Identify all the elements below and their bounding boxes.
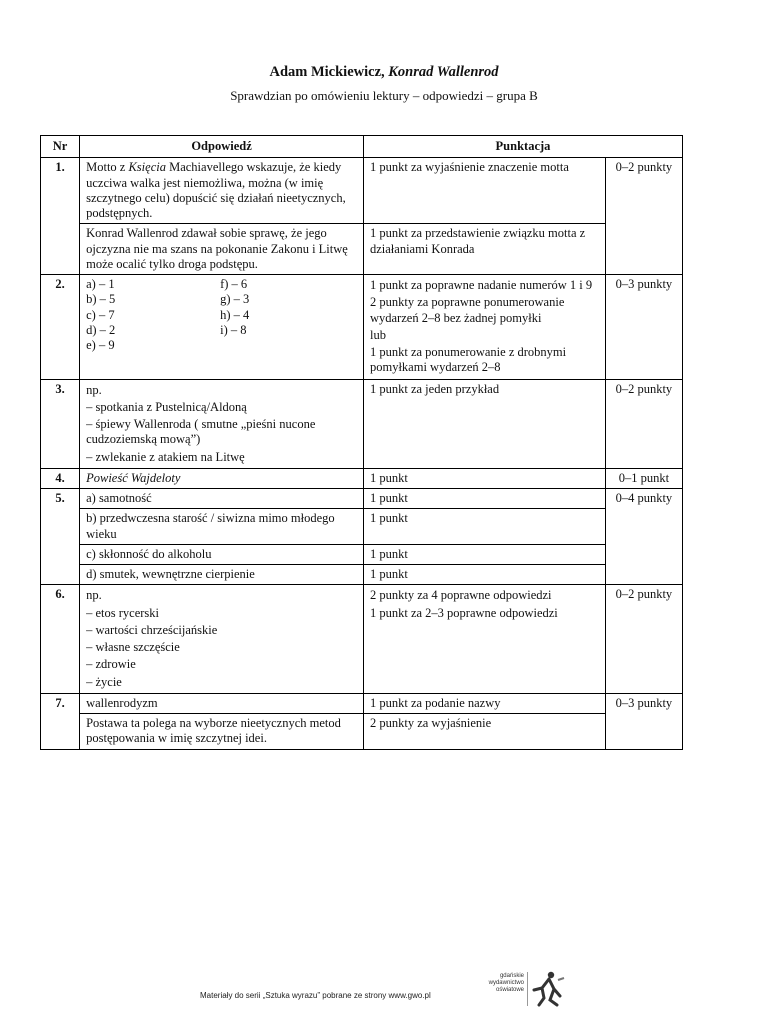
points-range: 0–3 punkty (605, 275, 682, 380)
table-row (41, 565, 683, 585)
answer-cell: c) skłonność do alkoholu (80, 544, 364, 564)
answer-line: – etos rycerski (86, 605, 160, 620)
points-cell: 2 punkty za wyjaśnienie (363, 714, 605, 750)
answer-text-italic: Księcia (128, 160, 166, 175)
question-number: 2. (41, 275, 80, 380)
logo-text (482, 973, 524, 994)
table-row (41, 224, 683, 275)
table-row (41, 379, 683, 468)
logo-divider (527, 972, 528, 1006)
table-row (41, 509, 683, 545)
points-cell: 1 punkt (363, 509, 605, 545)
points-cell: 1 punkt za wyjaśnienie znaczenie motta (363, 158, 605, 224)
answer-item: a) – 1 (86, 277, 115, 291)
points-cell: 1 punkt (363, 544, 605, 564)
table-header-row (41, 136, 683, 158)
answer-line: – śpiewy Wallenroda ( smutne „pieśni nucone cudzoziemską mową”) (86, 417, 316, 447)
header-answer: Odpowiedź (80, 136, 364, 158)
page-subtitle: Sprawdzian po omówieniu lektury – odpowiedzi – grupa B (230, 88, 538, 103)
points-cell: 1 punkt za przedstawienie związku motta z działaniami Konrada (363, 224, 605, 275)
question-number: 1. (41, 158, 80, 275)
points-cell: 1 punkt za podanie nazwy (363, 693, 605, 713)
points-cell (363, 585, 605, 694)
answer-item: g) – 3 (220, 292, 250, 307)
answer-item: i) – 8 (220, 322, 247, 337)
points-line: 2 punkty za 4 poprawne odpowiedzi (369, 588, 552, 603)
answer-item: c) – 7 (86, 307, 115, 322)
question-number: 5. (41, 489, 80, 585)
points-range: 0–4 punkty (605, 489, 682, 585)
question-number: 4. (41, 468, 80, 488)
points-cell (363, 275, 605, 380)
answer-key-table (40, 135, 683, 750)
answer-cell (80, 585, 364, 694)
answer-line: – życie (86, 674, 122, 689)
points-cell: 1 punkt (363, 565, 605, 585)
points-range: 0–2 punkty (605, 379, 682, 468)
answer-cell: a) samotność (80, 489, 364, 509)
points-range: 0–2 punkty (605, 158, 682, 275)
logo-mark-icon (530, 970, 566, 1008)
answer-cell: b) przedwczesna starość / siwizna mimo młodego wieku (80, 509, 364, 545)
answer-line: – zwlekanie z atakiem na Litwę (86, 449, 245, 464)
answer-line: – własne szczęście (86, 640, 180, 654)
answer-line: – wartości chrześcijańskie (86, 622, 218, 637)
logo-line: wydawnictwo (488, 979, 524, 986)
table-row (41, 544, 683, 564)
logo-line: gdańskie (499, 973, 524, 979)
points-range: 0–2 punkty (605, 585, 682, 694)
answer-cell: Powieść Wajdeloty (80, 468, 364, 488)
points-line: 1 punkt za poprawne nadanie numerów 1 i 9 (369, 278, 593, 292)
answer-text: Motto z (86, 160, 129, 175)
table-row (41, 693, 683, 713)
answer-item: b) – 5 (86, 292, 116, 307)
table-row (41, 585, 683, 694)
answer-item: h) – 4 (220, 307, 250, 322)
answer-item: e) – 9 (86, 338, 115, 352)
question-number: 6. (41, 585, 80, 694)
table-row (41, 714, 683, 750)
points-cell: 1 punkt (363, 489, 605, 509)
points-range: 0–1 punkt (605, 468, 682, 488)
answer-text: Machiavellego wskazuje, że kiedy uczciwa walka jest niemożliwa, można (w imię szczytnego celu) dopuścić się działań nieetycznych, podstępnych. (86, 160, 346, 220)
points-line: 1 punkt za 2–3 poprawne odpowiedzi (369, 605, 558, 620)
answer-cell: wallenrodyzm (80, 693, 364, 713)
answer-item: d) – 2 (86, 322, 116, 337)
question-number: 7. (41, 693, 80, 749)
points-line: 1 punkt za ponumerowanie z drobnymi pomyłkami wydarzeń 2–8 (369, 345, 567, 375)
answer-cell (80, 275, 364, 380)
answer-line: – zdrowie (86, 657, 136, 672)
points-line: 2 punkty za poprawne ponumerowanie wydarzeń 2–8 bez żadnej pomyłki (369, 295, 565, 325)
answer-cell: Konrad Wallenrod zdawał sobie sprawę, że jego ojczyzna nie ma szans na pokonanie Zakonu i Litwę może ocalić tylko droga podstępu. (80, 224, 364, 275)
answer-line: np. (86, 588, 102, 603)
points-cell: 1 punkt za jeden przykład (363, 379, 605, 468)
points-line: lub (369, 327, 386, 342)
answer-cell: Postawa ta polega na wyborze nieetycznych metod postępowania w imię szczytnej idei. (80, 714, 364, 750)
title-work: Konrad Wallenrod (388, 64, 499, 80)
header-nr: Nr (41, 136, 80, 158)
answer-line: – spotkania z Pustelnicą/Aldoną (86, 399, 247, 414)
page-title (0, 64, 768, 81)
answer-cell (80, 379, 364, 468)
points-range: 0–3 punkty (605, 693, 682, 749)
title-author: Adam Mickiewicz, (269, 64, 385, 80)
points-cell: 1 punkt (363, 468, 605, 488)
table-row (41, 489, 683, 509)
table-row (41, 468, 683, 488)
publisher-logo (482, 970, 572, 1010)
footer-text: Materiały do serii „Sztuka wyrazu” pobrane ze strony www.gwo.pl (200, 991, 431, 1000)
answer-cell: d) smutek, wewnętrzne cierpienie (80, 565, 364, 585)
answer-item: f) – 6 (220, 277, 248, 291)
logo-line: oświatowe (495, 986, 524, 993)
answer-cell (80, 158, 364, 224)
table-row (41, 275, 683, 380)
question-number: 3. (41, 379, 80, 468)
answer-line: np. (86, 382, 102, 397)
table-row (41, 158, 683, 224)
header-scoring: Punktacja (363, 136, 682, 158)
